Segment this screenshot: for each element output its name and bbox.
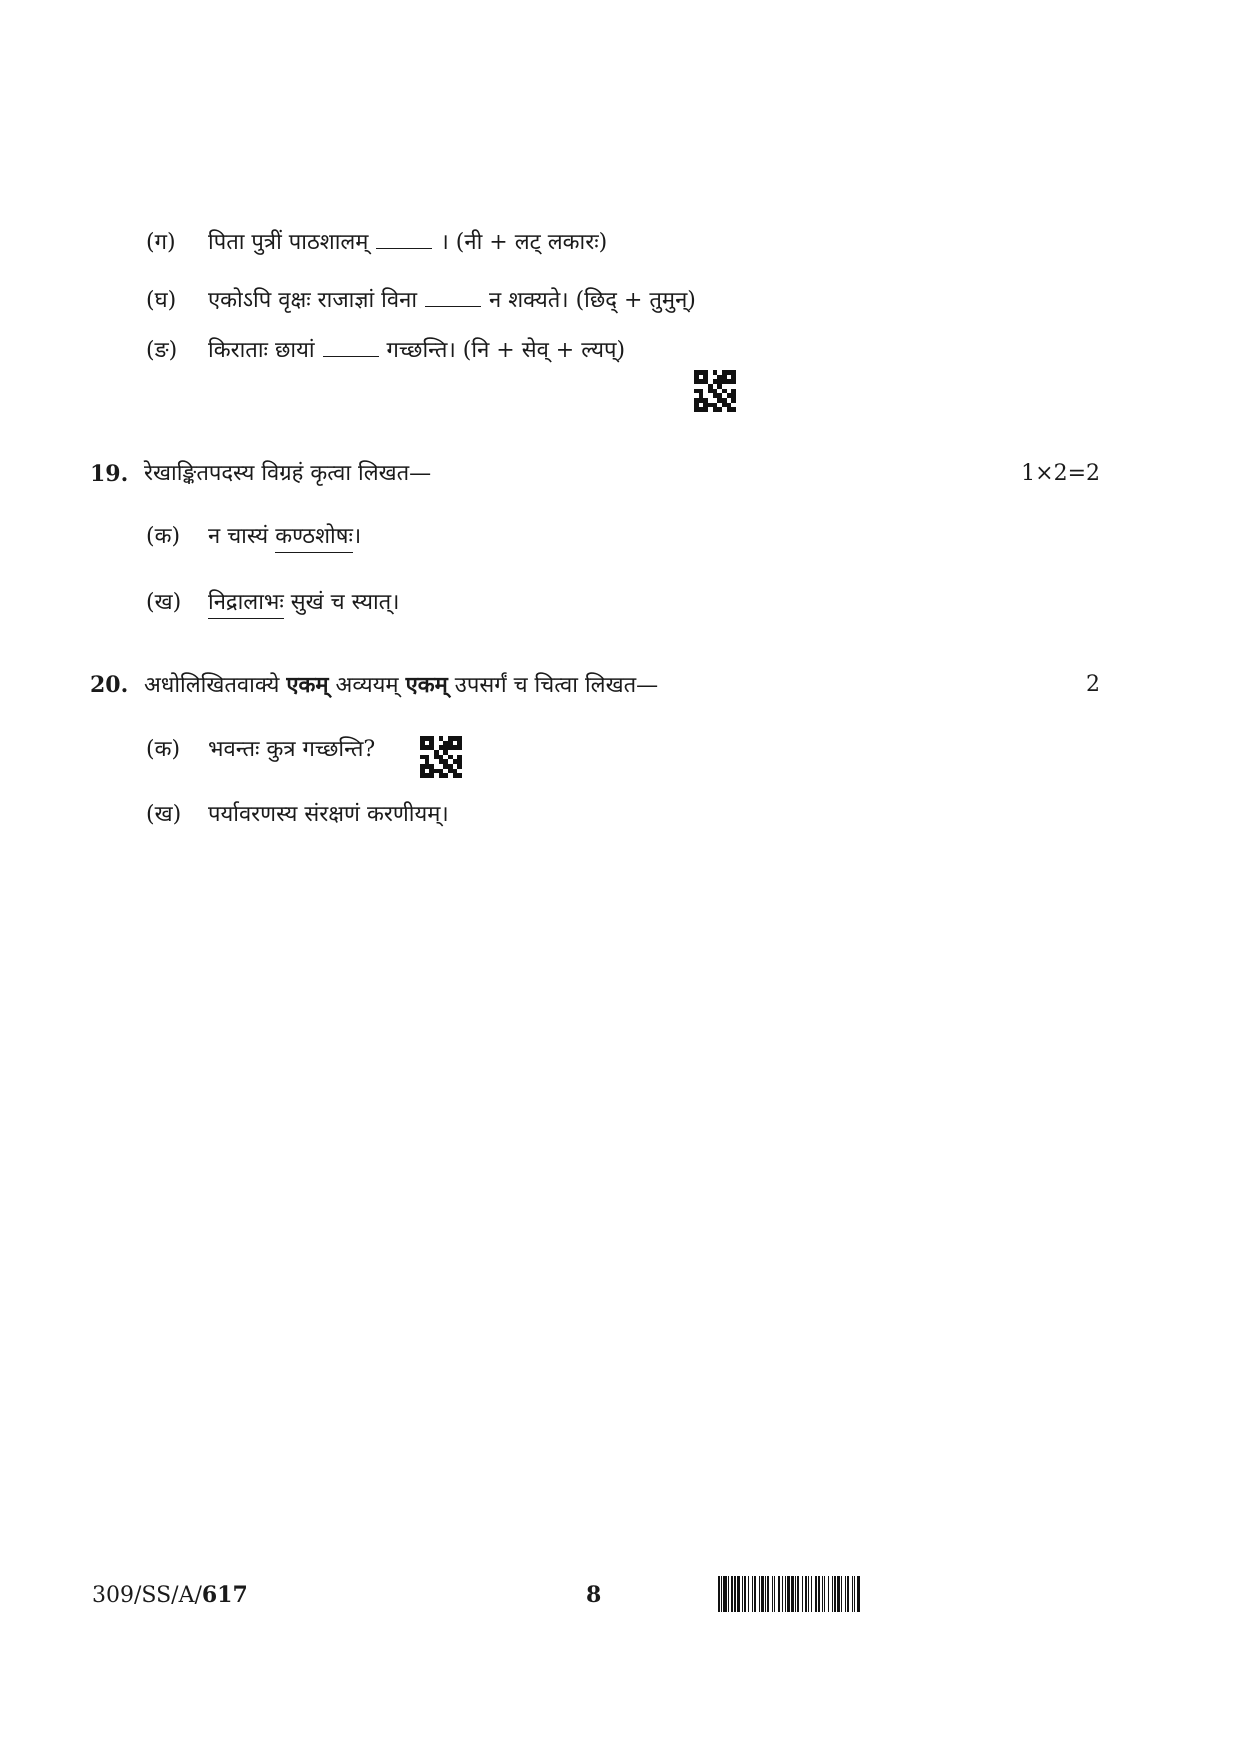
question-text: [144, 670, 658, 701]
q20-item-text: पर्यावरणस्य संरक्षणं करणीयम्।: [208, 802, 449, 827]
q18-item-text-after: गच्छन्ति। (नि + सेव् + ल्यप्): [386, 338, 626, 363]
question-number: 20.: [90, 672, 129, 698]
q18-item-gha: [146, 286, 696, 316]
fill-blank: [376, 232, 432, 249]
q18-item-text-after: । (नी + लट् लकारः): [440, 230, 608, 255]
q20-bold-b: एकम्: [405, 672, 448, 698]
qr-code-icon: [694, 370, 736, 412]
fill-blank: [425, 290, 481, 307]
underlined-word: कण्ठशोषः: [275, 524, 353, 553]
q18-item-label: (घ): [146, 288, 177, 313]
q20-bold-a: एकम्: [286, 672, 329, 698]
q19-item-ka: [146, 522, 361, 552]
q18-item-text-before: पिता पुत्रीं पाठशालम्: [208, 230, 369, 255]
q19-item-kha: [146, 588, 400, 618]
q20-text-b: अव्ययम्: [328, 673, 406, 698]
underlined-word: निद्रालाभः: [208, 590, 284, 619]
paper-code: [92, 1580, 248, 1611]
q19-item-label: (क): [146, 524, 181, 549]
q19-item-pre: न चास्यं: [208, 524, 276, 549]
q19-item-label: (ख): [146, 590, 182, 615]
q20-text-a: अधोलिखितवाक्ये: [144, 673, 287, 698]
q20-item-label: (ख): [146, 802, 182, 827]
q18-item-label: (ङ): [146, 338, 178, 363]
q20-item-label: (क): [146, 737, 181, 762]
q18-item-ga: [146, 228, 607, 258]
q18-item-nga: [146, 336, 625, 366]
barcode-icon: [718, 1576, 998, 1612]
fill-blank: [323, 340, 379, 357]
q20-item-ka: [146, 735, 375, 765]
q20-item-text: भवन्तः कुत्र गच्छन्ति?: [208, 737, 376, 762]
q18-item-label: (ग): [146, 230, 176, 255]
q18-item-text-before: एकोऽपि वृक्षः राजाज्ञां विना: [208, 288, 418, 313]
q19-item-post: ।: [352, 524, 362, 549]
qr-code-icon: [420, 736, 462, 778]
q18-item-text-before: किराताः छायां: [208, 338, 315, 363]
question-marks: 1×2=2: [1021, 461, 1100, 486]
q20-item-kha: [146, 800, 449, 830]
question-text: रेखाङ्कितपदस्य विग्रहं कृत्वा लिखत—: [144, 461, 432, 486]
q19-item-post: सुखं च स्यात्।: [283, 590, 400, 615]
paper-code-prefix: 309/SS/A/: [92, 1583, 202, 1608]
q20-text-c: उपसर्गं च चित्वा लिखत—: [447, 673, 659, 698]
q18-item-text-after: न शक्यते। (छिद् + तुमुन्): [489, 288, 696, 313]
page-number: 8: [586, 1582, 602, 1608]
question-marks: 2: [1086, 672, 1100, 697]
question-number: 19.: [90, 461, 129, 487]
paper-code-number: 617: [201, 1582, 248, 1608]
